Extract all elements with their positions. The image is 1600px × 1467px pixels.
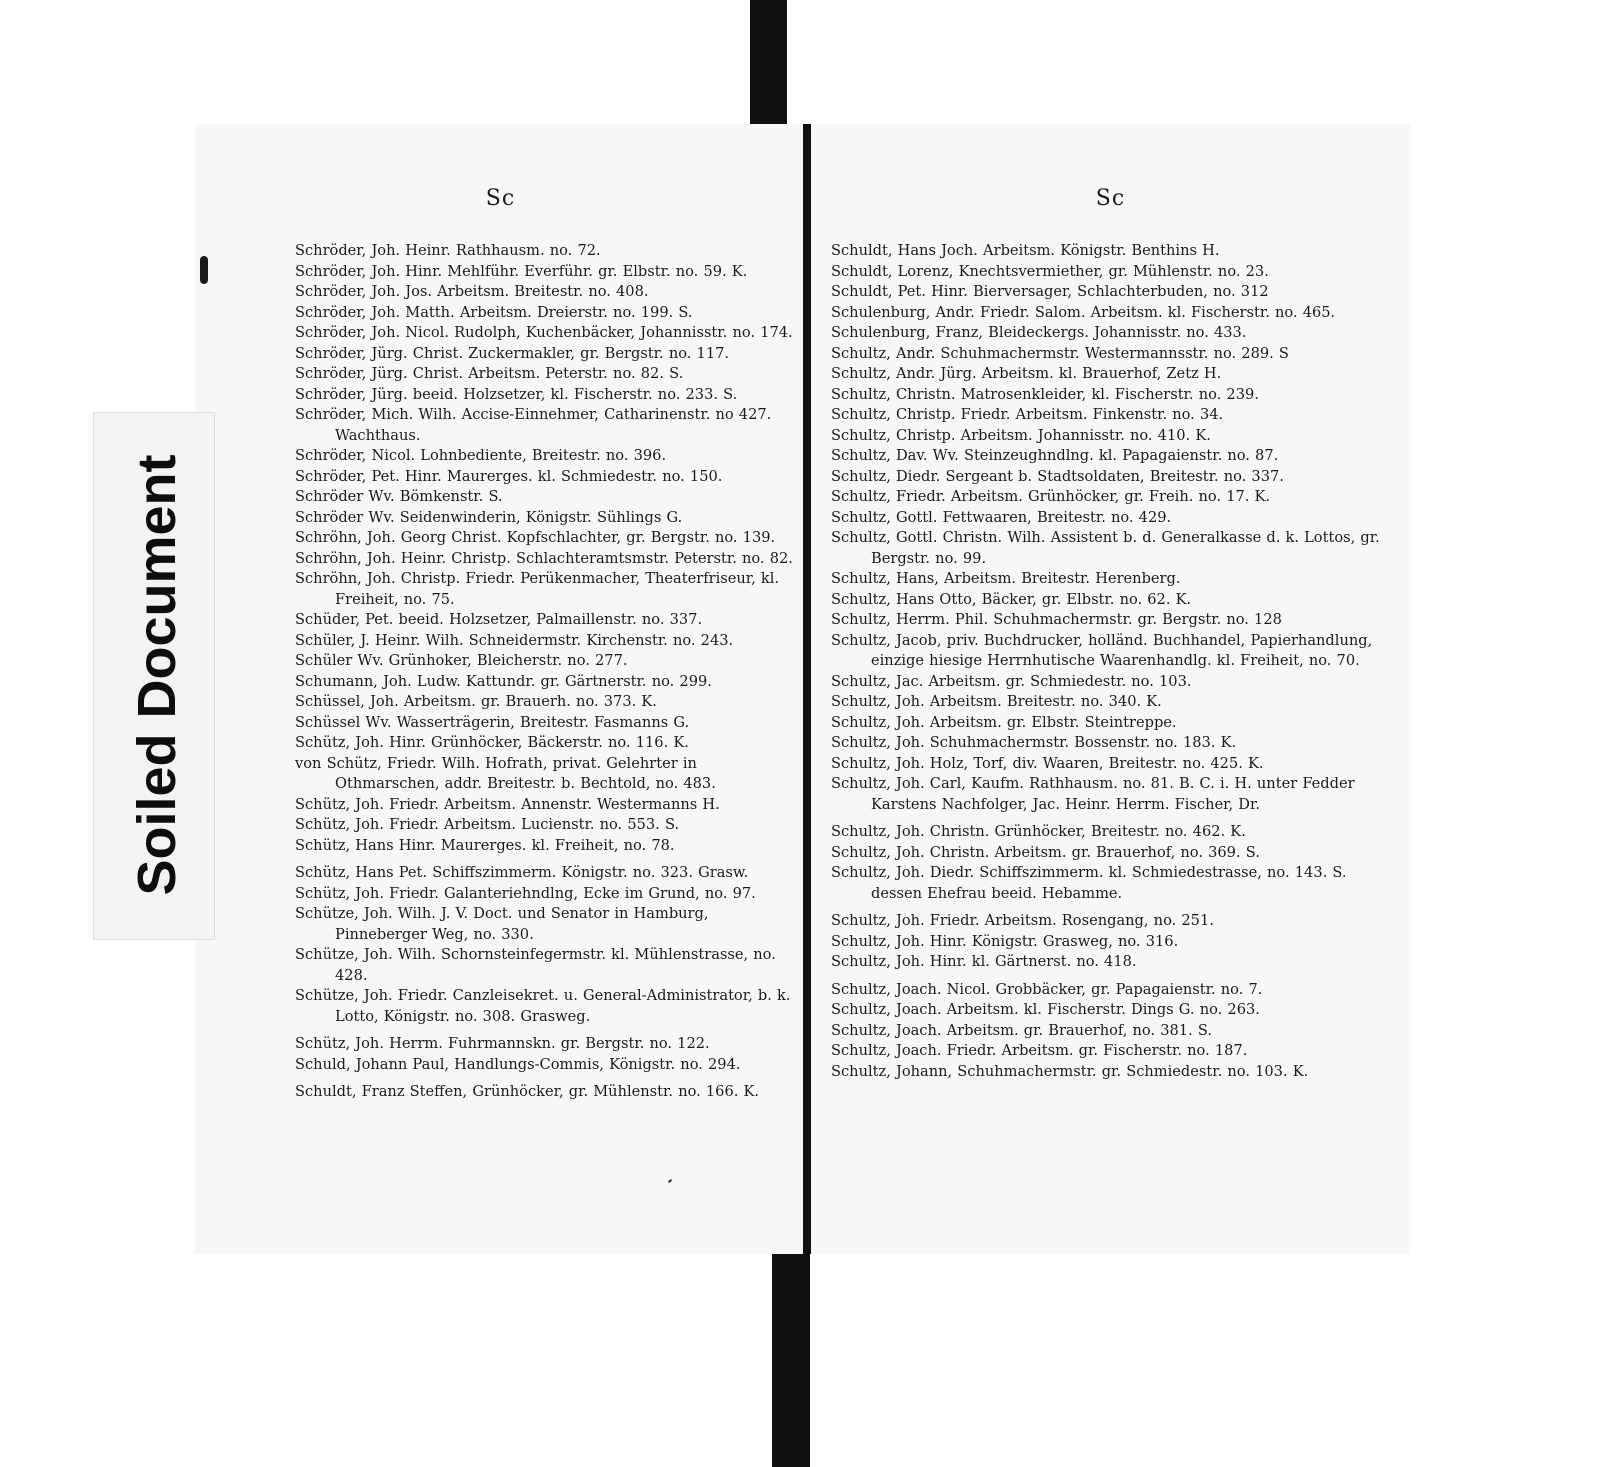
left-page-header: Sc	[485, 186, 516, 211]
directory-entry: Schultz, Joh. Hinr. kl. Gärtnerst. no. 418.	[831, 953, 1137, 970]
directory-entry: von Schütz, Friedr. Wilh. Hofrath, privat. Gelehrter in Othmarschen, addr. Breitestr. b. Bechtold, no. 483.	[295, 754, 716, 792]
directory-entry: Schuldt, Hans Joch. Arbeitsm. Königstr. Benthins H.	[831, 242, 1220, 259]
directory-entry: Schultz, Joh. Carl, Kaufm. Rathhausm. no. 81. B. C. i. H. unter Fedder Karstens Nachfolger, Jac. Heinr. Herrm. Fischer, Dr.	[831, 775, 1355, 813]
directory-entry: Schultz, Joh. Diedr. Schiffszimmerm. kl. Schmiedestrasse, no. 143. S. dessen Ehefrau beeid. Hebamme.	[831, 864, 1347, 902]
directory-entry: Schütze, Joh. Wilh. J. V. Doct. und Senator in Hamburg, Pinneberger Weg, no. 330.	[295, 905, 709, 943]
directory-entry: Schultz, Diedr. Sergeant b. Stadtsoldaten, Breitestr. no. 337.	[831, 467, 1284, 485]
directory-entry: Schumann, Joh. Ludw. Kattundr. gr. Gärtnerstr. no. 299.	[295, 672, 712, 690]
directory-entry: Schultz, Joach. Arbeitsm. kl. Fischerstr. Dings G. no. 263.	[831, 1001, 1260, 1018]
left-page	[195, 124, 807, 1254]
directory-entry: Schulenburg, Franz, Bleideckergs. Johannisstr. no. 433.	[831, 324, 1247, 341]
directory-entry: Schultz, Christp. Arbeitsm. Johannisstr. no. 410. K.	[831, 426, 1211, 444]
directory-entry: Schuldt, Lorenz, Knechtsvermiether, gr. Mühlenstr. no. 23.	[831, 262, 1269, 280]
directory-entry: Schröder, Joh. Jos. Arbeitsm. Breitestr. no. 408.	[295, 283, 649, 300]
directory-entry: Schultz, Gottl. Christn. Wilh. Assistent b. d. Generalkasse d. k. Lottos, gr. Bergstr. no. 99.	[831, 529, 1380, 567]
directory-entry: Schütz, Hans Hinr. Maurerges. kl. Freiheit, no. 78.	[295, 836, 675, 854]
directory-entry: Schüder, Pet. beeid. Holzsetzer, Palmaillenstr. no. 337.	[295, 611, 703, 628]
directory-entry: Schröder, Joh. Nicol. Rudolph, Kuchenbäcker, Johannisstr. no. 174.	[295, 324, 793, 341]
soiled-document-label: Soiled Document	[127, 454, 187, 896]
binding-hole	[200, 256, 208, 284]
directory-entry: Schultz, Joh. Arbeitsm. gr. Elbstr. Steintreppe.	[831, 713, 1177, 731]
directory-entry: Schröhn, Joh. Georg Christ. Kopfschlachter, gr. Bergstr. no. 139.	[295, 529, 776, 546]
directory-entry: Schultz, Joh. Holz, Torf, div. Waaren, Breitestr. no. 425. K.	[831, 754, 1264, 772]
directory-entry: Schultz, Gottl. Fettwaaren, Breitestr. no. 429.	[831, 508, 1172, 526]
directory-entry: Schultz, Joach. Friedr. Arbeitsm. gr. Fischerstr. no. 187.	[831, 1042, 1248, 1059]
binding-strip-bottom	[772, 1254, 810, 1467]
directory-entry: Schuldt, Pet. Hinr. Bierversager, Schlachterbuden, no. 312	[831, 283, 1269, 300]
left-page-entries	[295, 241, 803, 1103]
directory-entry: Schultz, Joach. Arbeitsm. gr. Brauerhof, no. 381. S.	[831, 1021, 1212, 1039]
directory-entry: Schütz, Joh. Hinr. Grünhöcker, Bäckerstr. no. 116. K.	[295, 734, 689, 751]
right-page-header: Sc	[1095, 186, 1126, 211]
directory-entry: Schultz, Joh. Schuhmachermstr. Bossenstr. no. 183. K.	[831, 734, 1237, 751]
directory-entry: Schröder, Jürg. Christ. Arbeitsm. Peterstr. no. 82. S.	[295, 365, 684, 382]
directory-entry: Schröder, Joh. Hinr. Mehlführ. Everführ. gr. Elbstr. no. 59. K.	[295, 262, 748, 280]
directory-entry: Schröder Wv. Seidenwinderin, Königstr. Sühlings G.	[295, 508, 683, 526]
binding-strip-top	[750, 0, 787, 124]
directory-entry: Schüler Wv. Grünhoker, Bleicherstr. no. 277.	[295, 652, 628, 669]
directory-entry: Schultz, Joh. Friedr. Arbeitsm. Rosengang, no. 251.	[831, 912, 1214, 929]
directory-entry: Schröder, Jürg. beeid. Holzsetzer, kl. Fischerstr. no. 233. S.	[295, 385, 738, 403]
directory-entry: Schultz, Joh. Arbeitsm. Breitestr. no. 340. K.	[831, 693, 1162, 710]
directory-entry: Schütz, Joh. Friedr. Arbeitsm. Lucienstr. no. 553. S.	[295, 816, 680, 833]
directory-entry: Schultz, Joach. Nicol. Grobbäcker, gr. Papagaienstr. no. 7.	[831, 980, 1263, 998]
directory-entry: Schultz, Dav. Wv. Steinzeughndlng. kl. Papagaienstr. no. 87.	[831, 447, 1279, 464]
directory-entry: Schultz, Christp. Friedr. Arbeitsm. Finkenstr. no. 34.	[831, 406, 1224, 423]
directory-entry: Schultz, Hans Otto, Bäcker, gr. Elbstr. no. 62. K.	[831, 590, 1192, 608]
directory-entry: Schütz, Joh. Herrm. Fuhrmannskn. gr. Bergstr. no. 122.	[295, 1035, 710, 1052]
directory-entry: Schultz, Friedr. Arbeitsm. Grünhöcker, gr. Freih. no. 17. K.	[831, 488, 1271, 505]
directory-entry: Schütz, Joh. Friedr. Galanteriehndlng, Ecke im Grund, no. 97.	[295, 884, 756, 902]
directory-entry: Schuldt, Franz Steffen, Grünhöcker, gr. Mühlenstr. no. 166. K.	[295, 1083, 760, 1100]
book-gutter	[803, 124, 811, 1254]
directory-entry: Schuld, Johann Paul, Handlungs-Commis, Königstr. no. 294.	[295, 1055, 741, 1073]
directory-entry: Schröder, Nicol. Lohnbediente, Breitestr. no. 396.	[295, 447, 667, 464]
directory-entry: Schütz, Joh. Friedr. Arbeitsm. Annenstr. Westermanns H.	[295, 795, 720, 813]
directory-entry: Schröder, Joh. Heinr. Rathhausm. no. 72.	[295, 242, 601, 259]
directory-entry: Schüssel, Joh. Arbeitsm. gr. Brauerh. no. 373. K.	[295, 693, 657, 710]
directory-entry: Schröder, Pet. Hinr. Maurerges. kl. Schmiedestr. no. 150.	[295, 467, 723, 485]
directory-entry: Schultz, Herrm. Phil. Schuhmachermstr. gr. Bergstr. no. 128	[831, 611, 1282, 628]
directory-entry: Schultz, Christn. Matrosenkleider, kl. Fischerstr. no. 239.	[831, 385, 1259, 403]
directory-entry: Schultz, Joh. Hinr. Königstr. Grasweg, no. 316.	[831, 932, 1179, 950]
directory-entry: Schröder, Mich. Wilh. Accise-Einnehmer, Catharinenstr. no 427. Wachthaus.	[295, 406, 772, 444]
directory-entry: Schultz, Johann, Schuhmachermstr. gr. Schmiedestr. no. 103. K.	[831, 1062, 1309, 1080]
directory-entry: Schultz, Andr. Jürg. Arbeitsm. kl. Brauerhof, Zetz H.	[831, 365, 1222, 382]
directory-entry: Schröder, Joh. Matth. Arbeitsm. Dreierstr. no. 199. S.	[295, 303, 693, 321]
directory-entry: Schultz, Jacob, priv. Buchdrucker, holländ. Buchhandel, Papierhandlung, einzige hiesige Herrnhutische Waarenhandlg. kl. Freiheit, no. 70.	[831, 631, 1373, 669]
directory-entry: Schüler, J. Heinr. Wilh. Schneidermstr. Kirchenstr. no. 243.	[295, 631, 734, 649]
right-page-entries	[831, 241, 1399, 1082]
directory-entry: Schröhn, Joh. Christp. Friedr. Perükenmacher, Theaterfriseur, kl. Freiheit, no. 75.	[295, 570, 780, 608]
directory-entry: Schultz, Andr. Schuhmachermstr. Westermannsstr. no. 289. S	[831, 344, 1289, 362]
right-page	[811, 124, 1410, 1254]
directory-entry: Schüssel Wv. Wasserträgerin, Breitestr. Fasmanns G.	[295, 713, 690, 731]
directory-entry: Schröder Wv. Bömkenstr. S.	[295, 488, 503, 505]
directory-entry: Schütze, Joh. Wilh. Schornsteinfegermstr. kl. Mühlenstrasse, no. 428.	[295, 946, 776, 984]
directory-entry: Schröhn, Joh. Heinr. Christp. Schlachteramtsmstr. Peterstr. no. 82.	[295, 549, 793, 567]
directory-entry: Schultz, Jac. Arbeitsm. gr. Schmiedestr. no. 103.	[831, 672, 1192, 690]
directory-entry: Schröder, Jürg. Christ. Zuckermakler, gr. Bergstr. no. 117.	[295, 344, 730, 362]
directory-entry: Schultz, Hans, Arbeitsm. Breitestr. Herenberg.	[831, 570, 1181, 587]
directory-entry: Schulenburg, Andr. Friedr. Salom. Arbeitsm. kl. Fischerstr. no. 465.	[831, 303, 1336, 321]
directory-entry: Schütz, Hans Pet. Schiffszimmerm. Königstr. no. 323. Grasw.	[295, 864, 749, 881]
directory-entry: Schultz, Joh. Christn. Grünhöcker, Breitestr. no. 462. K.	[831, 823, 1246, 840]
directory-entry: Schultz, Joh. Christn. Arbeitsm. gr. Brauerhof, no. 369. S.	[831, 843, 1260, 861]
directory-entry: Schütze, Joh. Friedr. Canzleisekret. u. General-Administrator, b. k. Lotto, Königstr. no. 308. Grasweg.	[295, 987, 791, 1025]
